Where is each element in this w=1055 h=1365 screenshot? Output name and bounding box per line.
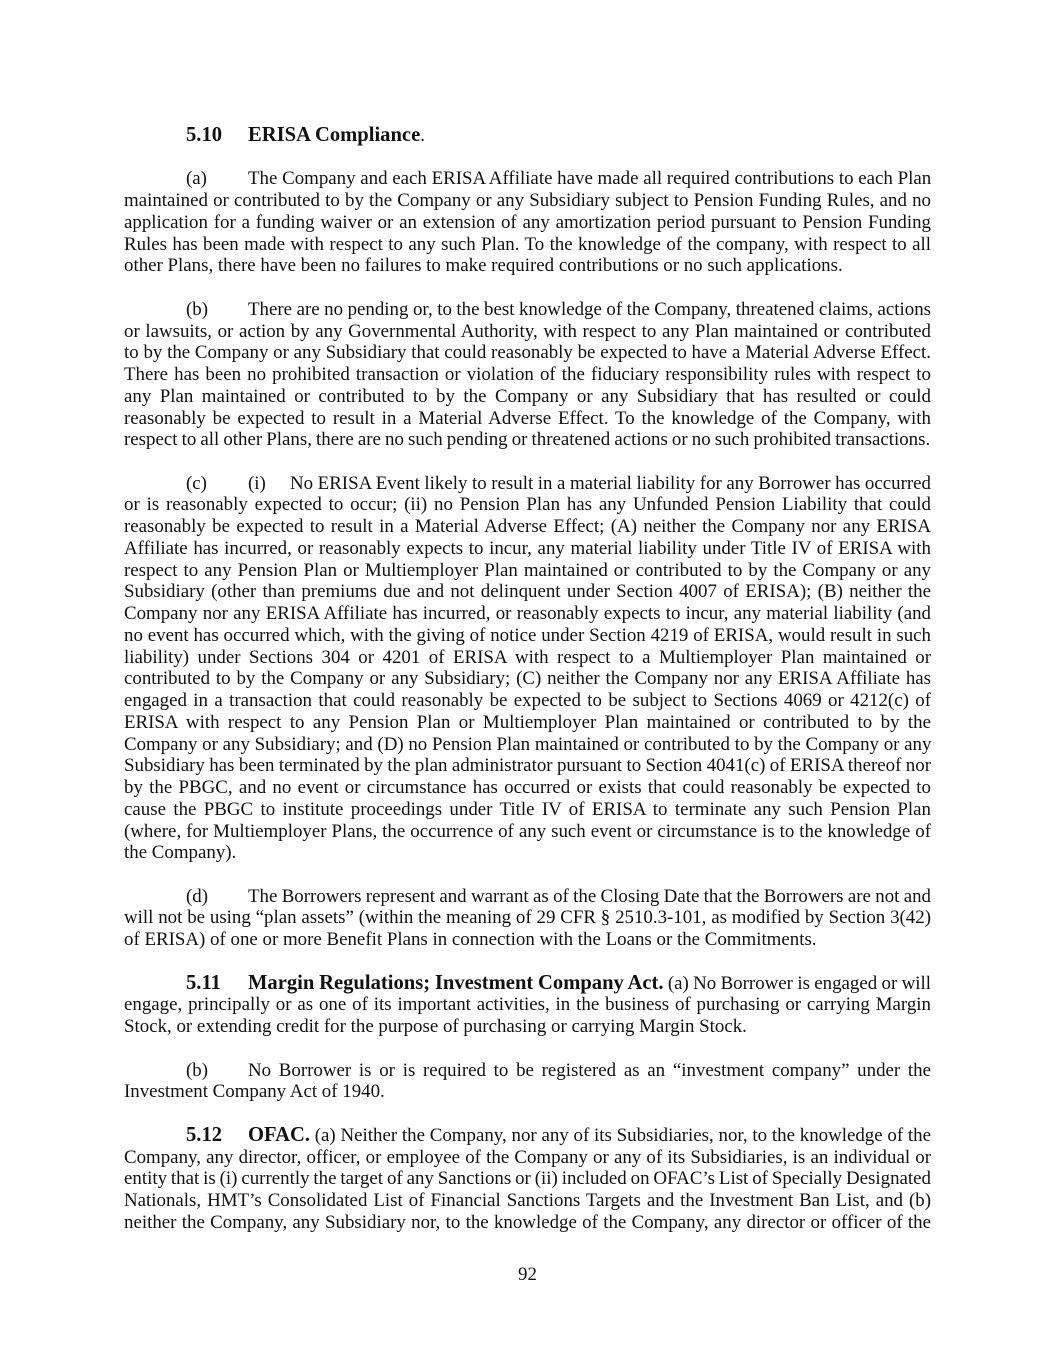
text-line: other Plans, there have been no failures to make required contributions or no such applications.	[124, 255, 843, 277]
text-line: Stock, or extending credit for the purpose of purchasing or carrying Margin Stock.	[124, 1016, 747, 1038]
paragraph-5-10-a	[124, 168, 931, 277]
text-line: any Plan maintained or contributed to by the Company or any Subsidiary that has resulted or could	[124, 385, 931, 407]
clause-label: (c)	[186, 472, 207, 494]
text-line: Nationals, HMT’s Consolidated List of Financial Sanctions Targets and the Investment Ban List, and (b)	[124, 1189, 931, 1211]
text-line: to by the Company or any Subsidiary that could reasonably be expected to have a Material Adverse Effect.	[124, 342, 931, 364]
text-line: There has been no prohibited transaction or violation of the fiduciary responsibility rules with respect to	[124, 364, 931, 386]
text-line: engage, principally or as one of its important activities, in the business of purchasing or carrying Margin	[124, 994, 931, 1016]
clause-label: (d)	[186, 885, 209, 907]
line-text: The Borrowers represent and warrant as of the Closing Date that the Borrowers are not and	[248, 885, 931, 907]
text-line	[124, 168, 931, 190]
text-line: Company nor any ERISA Affiliate has incurred, or reasonably expects to incur, any material liability (and	[124, 603, 931, 625]
clause-label: (b)	[186, 1059, 209, 1081]
text-line: application for a funding waiver or an extension of any amortization period pursuant to Pension Funding	[124, 211, 931, 233]
text-line: Subsidiary (other than premiums due and not delinquent under Section 4007 of ERISA); (B) neither the	[124, 581, 931, 603]
text-line: or is reasonably expected to occur; (ii) no Pension Plan has any Unfunded Pension Liability that could	[124, 494, 931, 516]
section-5-12-paragraph	[124, 1125, 931, 1234]
text-line: engaged in a transaction that could reasonably be expected to be subject to Sections 4069 or 4212(c) of	[124, 690, 931, 712]
text-line: contributed to by the Company or any Subsidiary; (C) neither the Company nor any ERISA Affiliate has	[124, 668, 931, 690]
section-5-10-heading	[124, 125, 931, 147]
text-line: Investment Company Act of 1940.	[124, 1081, 385, 1103]
section-number: 5.12	[186, 1123, 223, 1146]
line-text: (a) Neither the Company, nor any of its Subsidiaries, nor, to the knowledge of the	[309, 1124, 931, 1146]
text-line: Rules has been made with respect to any such Plan. To the knowledge of the company, with respect to all	[124, 233, 931, 255]
text-line: reasonably be expected to result in a Material Adverse Effect; (A) neither the Company nor any ERISA	[124, 516, 931, 538]
text-line: ERISA with respect to any Pension Plan or Multiemployer Plan maintained or contributed to by the	[124, 711, 931, 733]
text-line: maintained or contributed to by the Company or any Subsidiary subject to Pension Funding Rules, and no	[124, 190, 931, 212]
text-line: neither the Company, any Subsidiary nor, to the knowledge of the Company, any director or officer of the	[124, 1211, 931, 1233]
paragraph-5-10-d	[124, 886, 931, 951]
section-title: ERISA Compliance	[248, 124, 421, 146]
text-line: Affiliate has incurred, or reasonably expects to incur, any material liability under Title IV of ERISA with	[124, 537, 931, 559]
text-line: the Company).	[124, 842, 237, 864]
text-line: Company or any Subsidiary; and (D) no Pension Plan maintained or contributed to by the Company or any	[124, 733, 932, 755]
text-line: respect to all other Plans, there are no such pending or threatened actions or no such prohibited transactions.	[124, 429, 931, 451]
subclause-label: (i)	[248, 472, 266, 494]
line-text: No ERISA Event likely to result in a material liability for any Borrower has occurred	[290, 472, 931, 494]
text-line	[124, 473, 931, 495]
text-line	[124, 125, 931, 147]
text-line	[124, 299, 931, 321]
text-line: entity that is (i) currently the target of any Sanctions or (ii) included on OFAC’s List of Specially Designated	[124, 1168, 931, 1190]
line-text: There are no pending or, to the best knowledge of the Company, threatened claims, actions	[248, 298, 931, 320]
text-line: liability) under Sections 304 or 4201 of ERISA with respect to a Multiemployer Plan maintained or	[124, 646, 931, 668]
paragraph-5-10-b	[124, 299, 931, 451]
paragraph-5-11-b	[124, 1060, 931, 1103]
line-text: (a) No Borrower is engaged or will	[663, 972, 932, 994]
text-line: Subsidiary has been terminated by the plan administrator pursuant to Section 4041(c) of ERISA thereof nor	[124, 755, 931, 777]
text-line: or lawsuits, or action by any Governmental Authority, with respect to any Plan maintained or contributed	[124, 320, 931, 342]
text-line	[124, 1125, 931, 1147]
document-body	[124, 125, 931, 1255]
section-5-11-paragraph	[124, 973, 931, 1038]
clause-label: (a)	[186, 168, 207, 190]
text-line: cause the PBGC to institute proceedings under Title IV of ERISA to terminate any such Pension Plan	[124, 798, 931, 820]
text-line: no event has occurred which, with the giving of notice under Section 4219 of ERISA, would result in such	[124, 624, 931, 646]
section-number: 5.10	[186, 124, 223, 146]
text-line: by the PBGC, and no event or circumstance has occurred or exists that could reasonably be expected to	[124, 777, 931, 799]
clause-label: (b)	[186, 298, 209, 320]
section-title: Margin Regulations; Investment Company Act.	[248, 971, 664, 994]
page-number: 92	[518, 1264, 537, 1285]
line-text: The Company and each ERISA Affiliate have made all required contributions to each Plan	[248, 168, 932, 190]
line-text: No Borrower is or is required to be registered as an “investment company” under the	[248, 1059, 931, 1081]
text-line: of ERISA) of one or more Benefit Plans in connection with the Loans or the Commitments.	[124, 929, 817, 951]
text-line	[124, 1060, 931, 1082]
section-number: 5.11	[186, 971, 221, 994]
text-line: respect to any Pension Plan or Multiemployer Plan maintained or contributed to by the Company or any	[124, 559, 931, 581]
text-line: reasonably be expected to result in a Material Adverse Effect. To the knowledge of the Company, with	[124, 407, 931, 429]
text-line: will not be using “plan assets” (within the meaning of 29 CFR § 2510.3-101, as modified by Section 3(42)	[124, 907, 931, 929]
paragraph-5-10-c	[124, 473, 931, 864]
text-line: Company, any director, officer, or employee of the Company or any of its Subsidiaries, is an individual or	[124, 1146, 931, 1168]
text-line	[124, 973, 931, 995]
section-title: OFAC.	[248, 1123, 310, 1146]
text-line	[124, 886, 931, 908]
line-text: .	[420, 125, 425, 146]
text-line: (where, for Multiemployer Plans, the occurrence of any such event or circumstance is to the knowledge of	[124, 820, 931, 842]
